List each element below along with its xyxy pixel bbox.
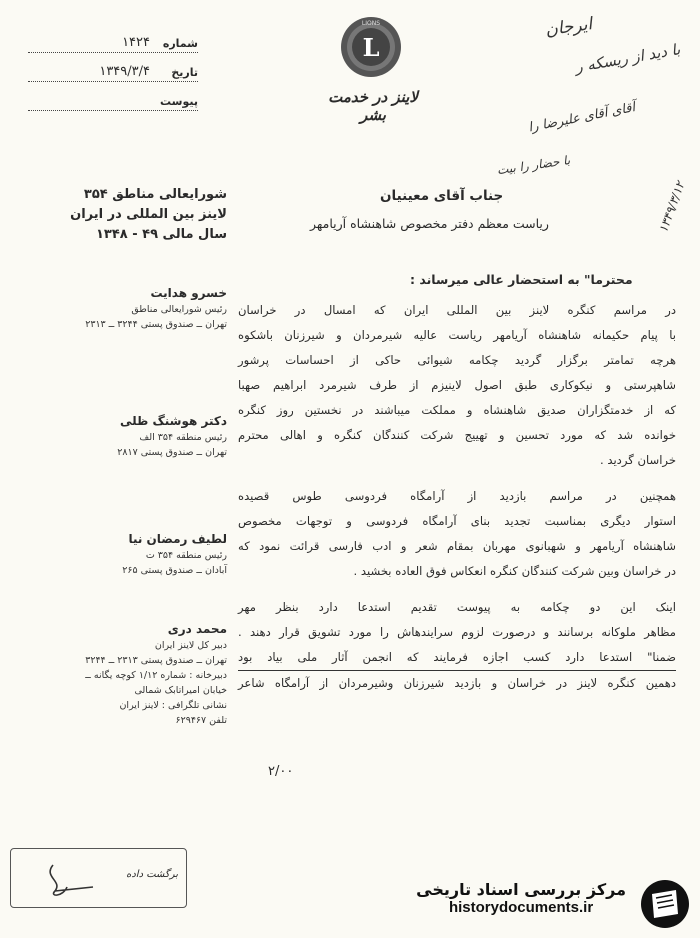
addressee-title: ریاست معظم دفتر مخصوص شاهنشاه آریامهر xyxy=(310,216,549,231)
person-detail: دبیر کل لاینز ایران xyxy=(154,640,227,651)
handwritten-note-1: ایرجان xyxy=(544,14,594,41)
body-line: خوانده شد که مورد تحسین و تهییج شرکت کنندگان کنگره و اهالی محترم xyxy=(238,428,676,442)
person-name: دکتر هوشنگ ظلی xyxy=(119,414,227,428)
archive-logo-icon xyxy=(638,878,692,930)
body-line: در خراسان وبین شرکت کنندگان کنگره انعکاس فوق العاده بخشید . xyxy=(353,564,676,578)
letter-body xyxy=(238,298,676,696)
reference-number-label: شماره xyxy=(162,37,198,50)
paragraph xyxy=(238,298,676,473)
person-detail: رئیس منطقه ۳۵۴ الف xyxy=(139,432,227,443)
emblem-ring-text: LIONS xyxy=(361,20,381,27)
page-number: ۲/۰۰ xyxy=(268,764,294,779)
body-line: شاهپرستی و نیکوکاری طبق اصول لاینیزم از طرف شیرمرد ابراهیم صهبا xyxy=(238,378,676,392)
person-detail: تهران ــ صندوق پستی ۳۲۴۴ ــ ۲۳۱۳ xyxy=(85,319,227,330)
body-line: خراسان گردید . xyxy=(600,453,676,467)
return-box-label: برگشت داده xyxy=(126,869,178,880)
letterhead-motto: لاینز در خدمت بشر xyxy=(328,88,418,124)
reference-attachment-row xyxy=(28,88,198,111)
person-detail: نشانی تلگرافی : لاینز ایران xyxy=(119,700,227,711)
archive-watermark xyxy=(408,876,698,932)
body-line: مظاهر ملوکانه برسانند و درصورت لزوم سرایندهاش را مورد تشویق قرار دهند . xyxy=(238,625,676,639)
person-block xyxy=(30,284,227,332)
reference-date-value: ۱۳۴۹/۳/۴ xyxy=(99,64,150,79)
handwritten-date: ۱۳۴۹/۳/۱۲ xyxy=(656,179,688,235)
watermark-name: مرکز بررسی اسناد تاریخی xyxy=(416,880,626,899)
handwritten-note-4: با حضار را بیت xyxy=(496,153,571,178)
body-line: استوار دیگری بمناسبت تجدید بنای آرامگاه فردوسی و توجهات مخصوص xyxy=(238,514,676,528)
body-line: با پیام حکیمانه شاهنشاه آریامهر ریاست عالیه شیرمردان و شیرزنان باشکوه xyxy=(238,328,676,342)
body-line: ضمنا" استدعا دارد کسب اجازه فرمایند که انجمن آثار ملی بیاد بود xyxy=(238,645,676,671)
person-detail: تهران ــ صندوق پستی ۲۳۱۳ ــ ۳۲۴۴ xyxy=(85,655,227,666)
council-line-2: لاینز بین المللی در ایران xyxy=(70,207,227,222)
person-name: لطیف رمضان نیا xyxy=(128,532,227,546)
person-detail: خیابان امیراتابک شمالی xyxy=(134,685,227,696)
body-line: شاهنشاه آریامهر و شهبانوی مهربان بمقام شعر و ادب فارسی قرائت نمود که xyxy=(238,539,676,553)
reference-attachment-label: پیوست xyxy=(160,95,198,108)
person-detail: دبیرخانه : شماره ۱/۱۲ کوچه یگانه ــ xyxy=(85,670,227,681)
watermark-url: historydocuments.ir xyxy=(448,899,594,916)
person-detail: تلفن ۶۲۹۴۶۷ xyxy=(175,715,227,726)
reference-date-row xyxy=(28,59,198,82)
body-line: در مراسم کنگره لاینز بین المللی ایران که امسال در خراسان xyxy=(238,303,676,317)
lions-emblem-icon xyxy=(340,16,402,78)
person-detail: رئیس شورایعالی مناطق xyxy=(131,304,227,315)
paragraph xyxy=(238,595,676,696)
council-line-1: شورایعالی مناطق ۳۵۴ xyxy=(83,187,227,202)
person-detail: رئیس منطقه ۳۵۴ ت xyxy=(145,550,227,561)
signature-icon xyxy=(33,857,103,901)
return-stamp-box xyxy=(10,848,187,908)
council-header xyxy=(52,185,227,245)
body-line: که از خدمتگزاران صدیق شاهنشاه و مملکت میباشند در نخستین روز کنگره xyxy=(238,403,676,417)
council-line-3: سال مالی ۴۹ - ۱۳۴۸ xyxy=(95,227,227,242)
body-line: هرچه تمامتر برگزار گردید چکامه شیوائی حاکی از احساسات پرشور xyxy=(238,353,676,367)
emblem-letter: L xyxy=(362,33,380,62)
person-name: خسرو هدایت xyxy=(150,286,227,300)
reference-number-row xyxy=(28,30,198,53)
salutation: محترما" به استحضار عالی میرساند : xyxy=(410,272,633,287)
reference-number-value: ۱۴۲۴ xyxy=(122,35,150,50)
person-name: محمد دری xyxy=(167,622,227,636)
person-block xyxy=(30,620,227,728)
person-detail: تهران ــ صندوق پستی ۲۸۱۷ xyxy=(117,447,227,458)
body-line: اینک این دو چکامه به پیوست تقدیم استدعا دارد بنظر مهر xyxy=(238,600,676,614)
paragraph xyxy=(238,484,676,584)
reference-block xyxy=(28,30,198,117)
person-block xyxy=(30,530,227,578)
person-block xyxy=(30,412,227,460)
body-line: دهمین کنگره لاینز در خراسان و بازدید شیرزنان وشیرمردان از آرامگاه شاعر xyxy=(238,676,676,690)
addressee-name: جناب آقای معینیان xyxy=(380,188,504,204)
person-detail: آبادان ــ صندوق پستی ۲۶۵ xyxy=(122,565,227,576)
handwritten-note-3: آقای آقای علیرضا را xyxy=(527,100,637,136)
handwritten-note-2: با دید از ریسکه ر xyxy=(573,40,682,77)
reference-date-label: تاریخ xyxy=(171,66,198,79)
body-line: همچنین در مراسم بازدید از آرامگاه فردوسی طوس قصیده xyxy=(238,489,676,503)
